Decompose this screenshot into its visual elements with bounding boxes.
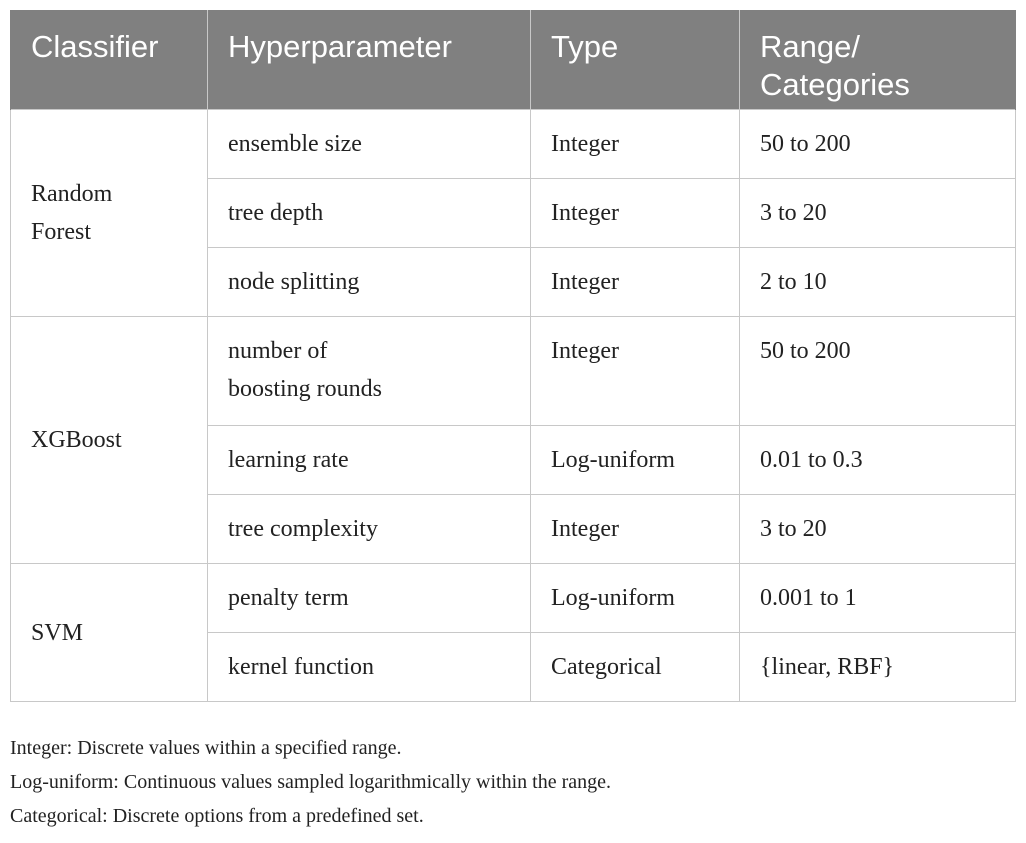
hyperparameter-cell: learning rate — [208, 426, 531, 495]
type-cell: Integer — [531, 248, 740, 317]
table-row — [11, 317, 1016, 426]
type-cell: Integer — [531, 110, 740, 179]
hyperparameter-cell: tree complexity — [208, 495, 531, 564]
header-row — [11, 11, 1016, 110]
hyperparameter-cell: kernel function — [208, 633, 531, 702]
range-cell: 50 to 200 — [740, 317, 1016, 426]
footnote-log-uniform: Log-uniform: Continuous values sampled logarithmically within the range. — [10, 771, 611, 793]
classifier-cell-random-forest: Random Forest — [11, 110, 208, 317]
classifier-cell-xgboost: XGBoost — [11, 317, 208, 564]
type-cell: Integer — [531, 179, 740, 248]
type-cell: Categorical — [531, 633, 740, 702]
footnote-categorical: Categorical: Discrete options from a predefined set. — [10, 805, 424, 827]
table-row — [11, 110, 1016, 179]
hyperparameter-cell: tree depth — [208, 179, 531, 248]
table-footnotes — [10, 731, 1015, 833]
header-classifier: Classifier — [11, 11, 208, 110]
range-cell: 2 to 10 — [740, 248, 1016, 317]
header-hyperparameter: Hyperparameter — [208, 11, 531, 110]
header-range: Range/ Categories — [740, 11, 1016, 110]
range-cell: 50 to 200 — [740, 110, 1016, 179]
range-cell: {linear, RBF} — [740, 633, 1016, 702]
type-cell: Log-uniform — [531, 426, 740, 495]
table-header — [11, 11, 1016, 110]
hyperparameter-cell: number of boosting rounds — [208, 317, 531, 426]
range-cell: 0.01 to 0.3 — [740, 426, 1016, 495]
type-cell: Log-uniform — [531, 564, 740, 633]
range-cell: 3 to 20 — [740, 495, 1016, 564]
hyperparameter-cell: ensemble size — [208, 110, 531, 179]
table-body — [11, 110, 1016, 702]
range-cell: 3 to 20 — [740, 179, 1016, 248]
hyperparameter-cell: penalty term — [208, 564, 531, 633]
hyperparameter-table — [10, 10, 1016, 702]
range-cell: 0.001 to 1 — [740, 564, 1016, 633]
classifier-cell-svm: SVM — [11, 564, 208, 702]
type-cell: Integer — [531, 495, 740, 564]
hyperparameter-cell: node splitting — [208, 248, 531, 317]
header-type: Type — [531, 11, 740, 110]
table-row — [11, 564, 1016, 633]
type-cell: Integer — [531, 317, 740, 426]
footnote-integer: Integer: Discrete values within a specified range. — [10, 737, 402, 759]
hyperparameter-table-container — [10, 10, 1015, 702]
